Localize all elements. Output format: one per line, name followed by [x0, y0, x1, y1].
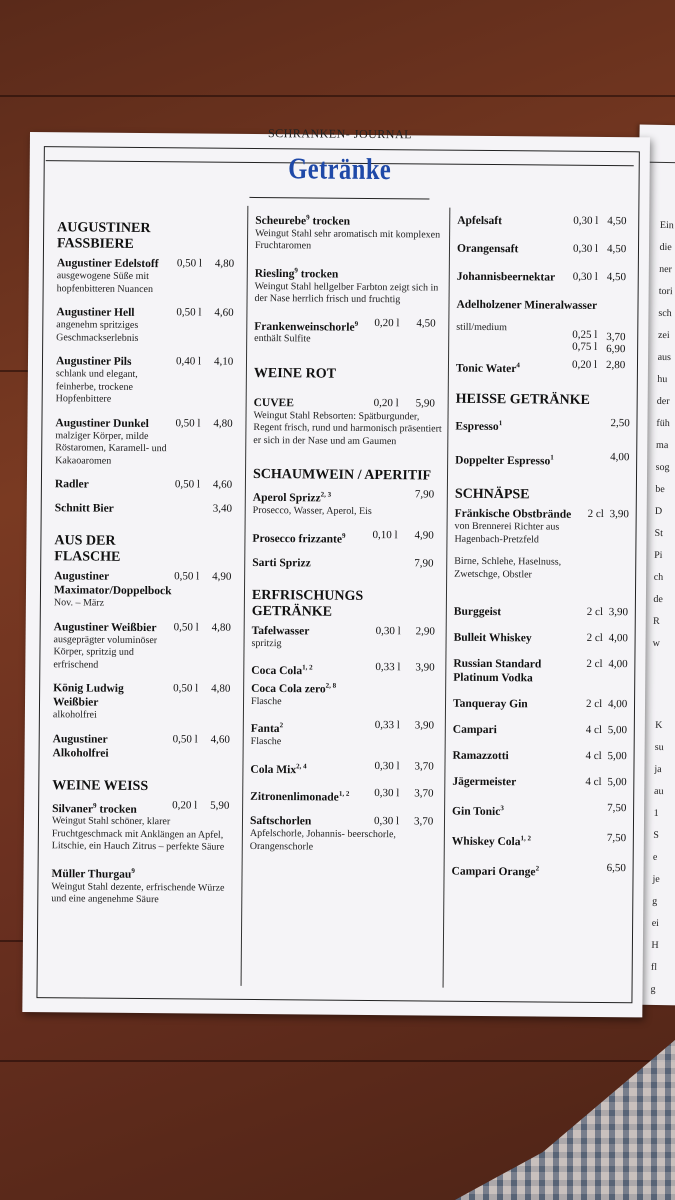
column-beer [51, 220, 242, 917]
menu-item-müller-thurgau: Müller Thurgau$^9$ Weingut Stahl dezente, erfrischende Würze und eine angenehme Säure [51, 866, 225, 906]
menu-item-sarti-sprizz: Sarti Sprizz 7,90 [252, 556, 434, 570]
menu-item-tonic-water: Tonic Water$^4$ 0,20 l 2,80 [455, 358, 626, 376]
menu-item-scheurebe: Scheurebe$^9$ trocken Weingut Stahl sehr aromatisch mit komplexen Fruchtaromen [254, 213, 441, 252]
tablecloth [455, 1040, 675, 1200]
menu-item-cuvee: CUVEE Weingut Stahl Rebsorten: Spätburgunder, Regent frisch, rund und harmonisch präsentiert er sich in der Nase und am Gaumen 0,20 l 5,90 [253, 396, 442, 448]
menu-item-zitronenlimonade: Zitronenlimonade$^{1, 2}$ 0,30 l 3,70 [250, 787, 434, 805]
menu-item-augustiner-edelstoff: Augustiner Edelstoff ausgewogene Süße mit hopfenbitteren Nuancen 0,50 l 4,80 [56, 257, 235, 295]
menu-item-jägermeister: Jägermeister 4 cl 5,00 [452, 776, 627, 789]
menu-item-tanqueray-gin: Tanqueray Gin 2 cl 4,00 [452, 698, 628, 711]
section-title-augustiner-fassbiere: AUGUSTINER FASSBIERE [56, 220, 151, 252]
menu-item-tafelwasser: Tafelwasser spritzig 0,30 l 2,90 [251, 624, 435, 649]
menu-item-ramazzotti: Ramazzotti 4 cl 5,00 [452, 750, 627, 763]
menu-item-apfelsaft: Apfelsaft 0,30 l 4,50 [457, 214, 627, 228]
column-wine-soft [250, 210, 446, 865]
menu-item-campari-orange: Campari Orange$^2$ 6,50 [451, 862, 626, 879]
menu-item-saftschorlen: Saftschorlen Apfelschorle, Johannis- beerschorle, Orangenschorle 0,30 l 3,70 [249, 815, 434, 853]
menu-item-obstbraende: Fränkische Obstbrände 2 cl 3,90 von Brennerei Richter aus Hagenbach-Pretzfeld Birne, Schlehe, Haselnuss, Zwetschge, Obstler [454, 508, 629, 581]
menu-item-augustiner-hell: Augustiner Hell angenehm spritziges Geschmackserlebnis 0,50 l 4,60 [56, 306, 234, 344]
menu-item-radler: Radler 0,50 l 4,60 [54, 478, 233, 491]
menu-item-augustiner-alkoholfrei: Augustiner Alkoholfrei 0,50 l 4,60 [52, 732, 231, 760]
menu-item-doppelter-espresso: Doppelter Espresso$^1$ 4,00 [455, 450, 630, 468]
menu-page [22, 126, 650, 1017]
section-title-weine-rot: WEINE ROT [253, 365, 337, 382]
menu-item-johannisbeernektar: Johannisbeernektar 0,30 l 4,50 [456, 270, 627, 284]
menu-item-augustiner-weißbier: Augustiner Weißbier ausgeprägter voluminöser Körper, spritzig und erfrischend 0,50 l 4,80 [53, 620, 231, 671]
menu-item-schnitt-bier: Schnitt Bier 3,40 [54, 502, 233, 515]
menu-item-aperol-sprizz: Aperol Sprizz$^{2, 3}$ Prosecco, Wasser, Aperol, Eis 7,90 [252, 488, 435, 518]
section-title-schaumwein: SCHAUMWEIN / APERITIF [252, 467, 432, 484]
menu-item-augustiner-dunkel: Augustiner Dunkel malziger Körper, milde Röstaromen, Karamell- und Kakaoaromen 0,50 l 4,80 [55, 416, 233, 467]
menu-item-augustiner-pils: Augustiner Pils schlank und elegant, feinherbe, trockene Hopfenbittere 0,40 l 4,10 [55, 355, 234, 405]
menu-item-prosecco-frizzante: Prosecco frizzante$^9$ 0,10 l 4,90 [252, 528, 434, 546]
menu-item-whiskey-cola: Whiskey Cola$^{1, 2}$ 7,50 [451, 832, 627, 849]
section-title-heisse: HEISSE GETRÄNKE [455, 391, 590, 408]
page-title: Getränke [288, 152, 392, 187]
menu-item-gin-tonic: Gin Tonic$^3$ 7,50 [452, 802, 627, 819]
menu-item-cola-mix: Cola Mix$^{2, 4}$ 0,30 l 3,70 [250, 759, 434, 776]
menu-item-mineralwasser: Adelholzener Mineralwasser still/medium 0,25 l 3,70 0,75 l 6,90 [456, 298, 626, 356]
section-title-aus-der-flasche: AUS DER FLASCHE [54, 533, 121, 565]
menu-item-coca-cola: Coca Cola$^{1, 2}$ Coca Cola zero$^{2, 8}$ Flasche 0,33 l 3,90 [250, 661, 435, 708]
section-title-weine-weiss: WEINE WEISS [52, 777, 149, 794]
menu-item-burggeist: Burggeist 2 cl 3,90 [453, 606, 629, 619]
adjacent-page: Ein die ner tori sch zei aus hu der füh ma sog be D St Pi ch de R w K su ja au 1 S e je g ei H fl g [624, 125, 675, 1006]
menu-item-silvaner: Silvaner$^9$ trocken Weingut Stahl schöner, klarer Fruchtgeschmack mit Anklängen an Apfel, Litschie, ein Hauch Zitrus – perfekte Säure 0,20 l 5,90 [51, 798, 230, 854]
menu-item-orangensaft: Orangensaft 0,30 l 4,50 [456, 242, 627, 256]
journal-header: SCHRANKEN- JOURNAL [267, 126, 413, 142]
menu-item-campari: Campari 4 cl 5,00 [452, 724, 628, 737]
section-title-schnaepse: SCHNÄPSE [454, 487, 530, 503]
menu-item-könig-ludwig-weißbier: König Ludwig Weißbier alkoholfrei 0,50 l 4,80 [52, 682, 231, 721]
menu-item-augustiner-maximator-doppelbock: Augustiner Maximator/Doppelbock Nov. – März 0,50 l 4,90 [53, 570, 232, 609]
menu-item-espresso: Espresso$^1$ 2,50 [455, 416, 630, 433]
menu-item-bulleit-whiskey: Bulleit Whiskey 2 cl 4,00 [453, 632, 628, 645]
menu-item-riesling: Riesling$^9$ trocken Weingut Stahl hellgelber Farbton zeigt sich in der Nase herrlich frisch und fruchtig [254, 266, 439, 306]
menu-item-frankenweinschorle: Frankenweinschorle$^9$ enthält Sulfite 0,20 l 4,50 [254, 316, 436, 345]
section-title-erfrischung: ERFRISCHUNGS GETRÄNKE [251, 587, 364, 620]
menu-item-russian-standard-platinum-vodka: Russian Standard Platinum Vodka 2 cl 4,00 [453, 658, 628, 685]
menu-item-fanta: Fanta$^2$ Flasche 0,33 l 3,90 [250, 719, 435, 748]
column-juice-hot-spirits [451, 214, 637, 893]
